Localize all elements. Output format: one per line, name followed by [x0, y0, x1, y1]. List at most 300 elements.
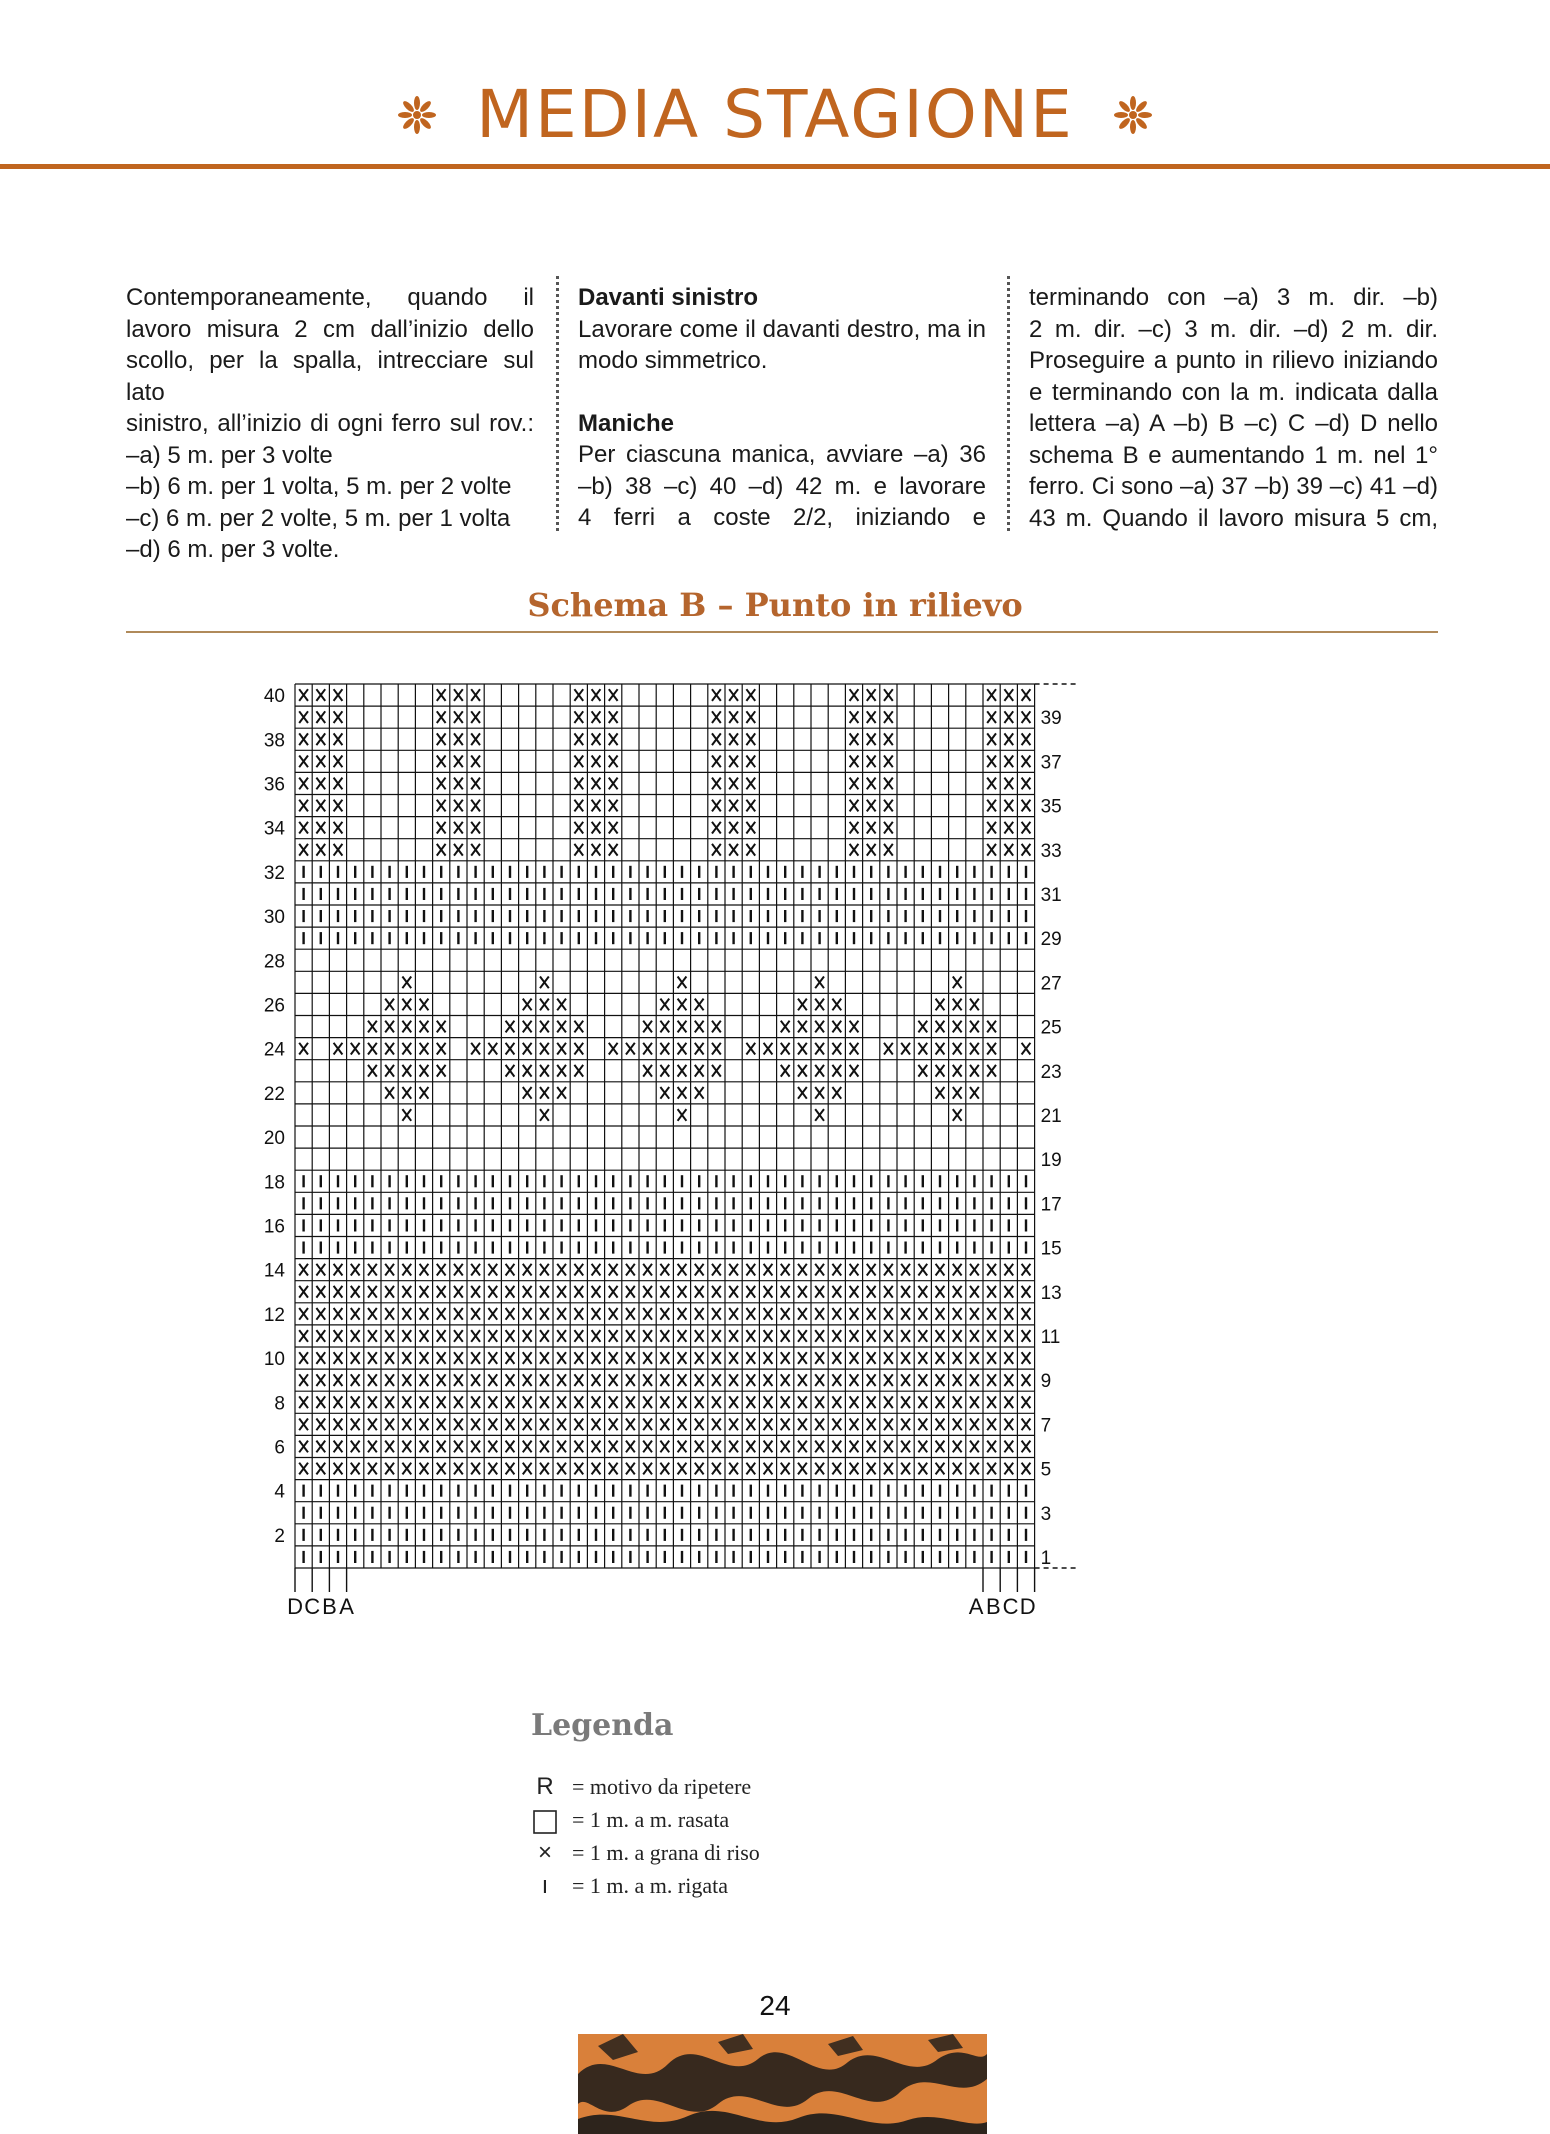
chart-row-label: 29	[1040, 929, 1062, 951]
chart-cell-cross	[471, 778, 480, 790]
chart-cell-cross	[385, 1264, 394, 1276]
chart-cell-cross	[1004, 778, 1013, 790]
chart-cell-cross	[488, 1463, 497, 1475]
chart-cell-cross	[660, 1441, 669, 1453]
chart-cell-cross	[850, 1043, 859, 1055]
chart-cell-cross	[523, 1419, 532, 1431]
chart-cell-cross	[781, 1463, 790, 1475]
chart-cell-cross	[540, 999, 549, 1011]
chart-cell-cross	[523, 1043, 532, 1055]
chart-cell-cross	[764, 1441, 773, 1453]
chart-cell-cross	[918, 1441, 927, 1453]
chart-cell-cross	[918, 1463, 927, 1475]
chart-cell-cross	[746, 800, 755, 812]
chart-cell-cross	[454, 756, 463, 768]
chart-cell-cross	[712, 1021, 721, 1033]
paragraph-line: terminando con –a) 3 m. dir. –b)	[1029, 284, 1438, 311]
chart-cell-cross	[385, 1330, 394, 1342]
chart-cell-cross	[316, 822, 325, 834]
chart-cell-cross	[712, 689, 721, 701]
chart-cell-cross	[437, 1441, 446, 1453]
chart-cell-cross	[471, 733, 480, 745]
chart-cell-cross	[660, 999, 669, 1011]
chart-cell-cross	[574, 1330, 583, 1342]
text-column-2	[578, 282, 986, 534]
chart-row-label: 16	[263, 1216, 285, 1238]
chart-cell-cross	[953, 1043, 962, 1055]
chart-cell-cross	[557, 1308, 566, 1320]
chart-cell-cross	[334, 1330, 343, 1342]
chart-cell-cross	[678, 1065, 687, 1077]
chart-cell-cross	[1022, 1352, 1031, 1364]
chart-cell-cross	[523, 999, 532, 1011]
chart-cell-cross	[334, 1308, 343, 1320]
chart-cell-cross	[592, 756, 601, 768]
chart-cell-cross	[540, 1065, 549, 1077]
chart-cell-cross	[953, 1308, 962, 1320]
chart-cell-cross	[815, 977, 824, 989]
chart-cell-cross	[936, 1374, 945, 1386]
chart-row-label: 3	[1040, 1503, 1052, 1525]
chart-cell-cross	[316, 1419, 325, 1431]
chart-cell-cross	[540, 1374, 549, 1386]
chart-cell-cross	[850, 711, 859, 723]
chart-cell-cross	[540, 1352, 549, 1364]
chart-cell-cross	[712, 733, 721, 745]
paragraph-line: 4 ferri a coste 2/2, iniziando e	[578, 504, 986, 531]
chart-cell-cross	[609, 1264, 618, 1276]
chart-cell-cross	[953, 1087, 962, 1099]
chart-row-label: 6	[274, 1437, 285, 1459]
chart-cell-cross	[334, 1352, 343, 1364]
chart-row-label: 1	[1040, 1547, 1052, 1569]
chart-cell-cross	[351, 1043, 360, 1055]
chart-cell-cross	[471, 844, 480, 856]
chart-cell-cross	[316, 1463, 325, 1475]
chart-row-label: 14	[263, 1260, 285, 1282]
chart-row-label: 20	[263, 1128, 285, 1150]
chart-row-label: 35	[1040, 796, 1062, 818]
chart-cell-cross	[643, 1330, 652, 1342]
chart-cell-cross	[592, 1419, 601, 1431]
chart-cell-cross	[850, 1264, 859, 1276]
chart-cell-cross	[678, 1087, 687, 1099]
chart-cell-cross	[626, 1352, 635, 1364]
chart-cell-cross	[351, 1264, 360, 1276]
chart-row-label: 17	[1040, 1194, 1062, 1216]
chart-cell-cross	[626, 1264, 635, 1276]
chart-cell-cross	[695, 999, 704, 1011]
chart-cell-cross	[678, 999, 687, 1011]
chart-cell-cross	[953, 1286, 962, 1298]
chart-cell-cross	[454, 1286, 463, 1298]
chart-cell-cross	[471, 1043, 480, 1055]
chart-cell-cross	[867, 1419, 876, 1431]
chart-cell-cross	[402, 1308, 411, 1320]
chart-cell-cross	[867, 800, 876, 812]
chart-cell-cross	[402, 999, 411, 1011]
chart-cell-cross	[987, 1043, 996, 1055]
chart-cell-cross	[1004, 711, 1013, 723]
chart-cell-cross	[746, 1264, 755, 1276]
chart-cell-cross	[901, 1286, 910, 1298]
legend-text: = motivo da ripetere	[572, 1774, 752, 1799]
chart-cell-cross	[729, 1419, 738, 1431]
chart-cell-cross	[798, 1441, 807, 1453]
chart-cell-cross	[867, 1396, 876, 1408]
column-separator	[1007, 276, 1010, 531]
chart-cell-cross	[781, 1065, 790, 1077]
chart-cell-cross	[970, 1021, 979, 1033]
chart-cell-cross	[987, 1352, 996, 1364]
chart-cell-cross	[1004, 1441, 1013, 1453]
chart-cell-cross	[832, 1352, 841, 1364]
chart-cell-cross	[557, 1087, 566, 1099]
chart-cell-cross	[454, 778, 463, 790]
chart-cell-cross	[437, 756, 446, 768]
chart-cell-cross	[660, 1463, 669, 1475]
chart-cell-cross	[437, 1308, 446, 1320]
paragraph-line: lettera –a) A –b) B –c) C –d) D nello	[1029, 410, 1438, 437]
chart-cell-cross	[574, 1441, 583, 1453]
chart-cell-cross	[574, 800, 583, 812]
chart-cell-cross	[402, 1264, 411, 1276]
chart-cell-cross	[592, 1352, 601, 1364]
chart-cell-cross	[746, 1463, 755, 1475]
chart-cell-cross	[798, 1308, 807, 1320]
chart-cell-cross	[746, 822, 755, 834]
chart-cell-cross	[798, 1286, 807, 1298]
chart-cell-cross	[334, 1374, 343, 1386]
section-heading-davanti-sinistro: Davanti sinistro	[578, 284, 759, 311]
chart-cell-cross	[488, 1308, 497, 1320]
chart-cell-cross	[488, 1441, 497, 1453]
chart-cell-cross	[832, 1308, 841, 1320]
chart-cell-cross	[1004, 1330, 1013, 1342]
chart-cell-cross	[299, 822, 308, 834]
chart-cell-cross	[420, 1352, 429, 1364]
chart-cell-cross	[609, 711, 618, 723]
chart-cell-cross	[454, 689, 463, 701]
chart-cell-cross	[471, 756, 480, 768]
chart-cell-cross	[850, 1308, 859, 1320]
paragraph-line: e terminando con la m. indicata dalla	[1029, 378, 1438, 406]
chart-cell-cross	[850, 1463, 859, 1475]
chart-cell-cross	[299, 733, 308, 745]
chart-cell-cross	[420, 999, 429, 1011]
chart-row-label: 32	[263, 862, 285, 884]
chart-cell-cross	[609, 800, 618, 812]
chart-cell-cross	[1004, 844, 1013, 856]
chart-row-label: 23	[1040, 1061, 1062, 1083]
chart-cell-cross	[334, 689, 343, 701]
chart-cell-cross	[368, 1065, 377, 1077]
chart-cell-cross	[540, 1264, 549, 1276]
chart-cell-cross	[540, 1330, 549, 1342]
chart-cell-cross	[712, 778, 721, 790]
chart-row-label: 8	[274, 1393, 285, 1415]
chart-cell-cross	[437, 1043, 446, 1055]
chart-cell-cross	[712, 844, 721, 856]
chart-cell-cross	[523, 1308, 532, 1320]
chart-cell-cross	[316, 1352, 325, 1364]
chart-cell-cross	[316, 1264, 325, 1276]
chart-cell-cross	[884, 844, 893, 856]
chart-cell-cross	[953, 1419, 962, 1431]
chart-cell-cross	[901, 1043, 910, 1055]
chart-cell-cross	[626, 1419, 635, 1431]
chart-cell-cross	[437, 1264, 446, 1276]
chart-cell-cross	[420, 1374, 429, 1386]
chart-cell-cross	[987, 844, 996, 856]
chart-cell-cross	[402, 1109, 411, 1121]
chart-cell-cross	[488, 1043, 497, 1055]
chart-cell-cross	[574, 1374, 583, 1386]
chart-cell-cross	[832, 1021, 841, 1033]
chart-cell-cross	[798, 1021, 807, 1033]
chart-cell-cross	[385, 1021, 394, 1033]
chart-cell-cross	[970, 1087, 979, 1099]
chart-cell-cross	[936, 1087, 945, 1099]
chart-cell-cross	[660, 1065, 669, 1077]
chart-cell-cross	[712, 1396, 721, 1408]
section-heading-maniche: Maniche	[578, 409, 675, 437]
chart-cell-cross	[695, 1021, 704, 1033]
chart-cell-cross	[953, 1374, 962, 1386]
chart-cell-cross	[884, 1286, 893, 1298]
chart-cell-cross	[488, 1330, 497, 1342]
chart-cell-cross	[437, 778, 446, 790]
chart-cell-cross	[678, 1374, 687, 1386]
chart-cell-cross	[609, 1463, 618, 1475]
chart-cell-cross	[695, 1463, 704, 1475]
chart-cell-cross	[592, 711, 601, 723]
chart-cell-cross	[884, 1308, 893, 1320]
chart-cell-cross	[729, 1286, 738, 1298]
chart-cell-cross	[643, 1374, 652, 1386]
legend-title: Legenda	[531, 1708, 674, 1743]
flower-ornament-icon	[1113, 95, 1153, 135]
chart-cell-cross	[385, 1463, 394, 1475]
chart-cell-cross	[420, 1396, 429, 1408]
chart-cell-cross	[557, 1463, 566, 1475]
chart-cell-cross	[643, 1286, 652, 1298]
chart-cell-cross	[798, 1065, 807, 1077]
chart-cell-cross	[557, 1021, 566, 1033]
chart-cell-cross	[316, 1396, 325, 1408]
chart-cell-cross	[918, 1419, 927, 1431]
chart-cell-cross	[850, 756, 859, 768]
chart-cell-cross	[299, 1463, 308, 1475]
chart-cell-cross	[781, 1043, 790, 1055]
chart-cell-cross	[832, 1396, 841, 1408]
chart-cell-cross	[815, 1109, 824, 1121]
chart-cell-cross	[523, 1352, 532, 1364]
chart-cell-cross	[1004, 800, 1013, 812]
chart-cell-cross	[471, 1330, 480, 1342]
legend-text: = 1 m. a m. rigata	[572, 1873, 728, 1898]
chart-cell-cross	[368, 1419, 377, 1431]
chart-cell-cross	[729, 778, 738, 790]
column-separator	[556, 276, 559, 531]
chart-cell-cross	[1004, 1264, 1013, 1276]
chart-cell-cross	[764, 1463, 773, 1475]
chart-cell-cross	[850, 800, 859, 812]
chart-cell-cross	[488, 1286, 497, 1298]
chart-cell-cross	[936, 1043, 945, 1055]
chart-cell-cross	[729, 1396, 738, 1408]
chart-cell-cross	[592, 689, 601, 701]
chart-cell-cross	[351, 1463, 360, 1475]
chart-cell-cross	[471, 800, 480, 812]
chart-cell-cross	[334, 1419, 343, 1431]
chart-cell-cross	[1004, 1463, 1013, 1475]
chart-cell-cross	[454, 1441, 463, 1453]
chart-cell-cross	[901, 1463, 910, 1475]
chart-cell-cross	[454, 1396, 463, 1408]
chart-row-label: 39	[1040, 708, 1062, 730]
chart-cell-cross	[970, 1330, 979, 1342]
chart-cell-cross	[420, 1308, 429, 1320]
chart-cell-cross	[334, 1441, 343, 1453]
chart-cell-cross	[953, 1330, 962, 1342]
chart-cell-cross	[368, 1043, 377, 1055]
chart-cell-cross	[1022, 1441, 1031, 1453]
chart-cell-cross	[574, 1021, 583, 1033]
chart-cell-cross	[867, 1441, 876, 1453]
chart-cell-cross	[832, 1374, 841, 1386]
chart-cell-cross	[557, 1374, 566, 1386]
chart-cell-cross	[660, 1308, 669, 1320]
chart-cell-cross	[970, 1286, 979, 1298]
chart-cell-cross	[798, 999, 807, 1011]
chart-cell-cross	[488, 1264, 497, 1276]
chart-cell-cross	[746, 1419, 755, 1431]
chart-cell-cross	[1004, 1286, 1013, 1298]
page-title: MEDIA STAGIONE	[476, 75, 1074, 153]
chart-cell-cross	[402, 1419, 411, 1431]
chart-cell-cross	[918, 1374, 927, 1386]
chart-row-label: 19	[1040, 1150, 1062, 1172]
knitting-chart	[200, 676, 1350, 1656]
chart-cell-cross	[815, 1286, 824, 1298]
chart-cell-cross	[936, 1463, 945, 1475]
chart-cell-cross	[1022, 822, 1031, 834]
chart-cell-cross	[729, 1463, 738, 1475]
chart-cell-cross	[746, 1441, 755, 1453]
chart-cell-cross	[385, 1087, 394, 1099]
chart-cell-cross	[557, 1264, 566, 1276]
chart-cell-cross	[729, 689, 738, 701]
chart-cell-cross	[592, 1463, 601, 1475]
chart-cell-cross	[987, 1419, 996, 1431]
chart-cell-cross	[609, 733, 618, 745]
chart-cell-cross	[850, 733, 859, 745]
chart-cell-cross	[850, 689, 859, 701]
chart-cell-cross	[488, 1419, 497, 1431]
chart-cell-cross	[660, 1286, 669, 1298]
chart-cell-cross	[660, 1396, 669, 1408]
chart-cell-cross	[936, 1330, 945, 1342]
chart-cell-cross	[1022, 1264, 1031, 1276]
chart-cell-cross	[316, 756, 325, 768]
chart-cell-cross	[574, 1308, 583, 1320]
chart-cell-cross	[334, 1043, 343, 1055]
chart-cell-cross	[437, 1065, 446, 1077]
chart-cell-cross	[832, 1330, 841, 1342]
chart-row-label: 13	[1040, 1282, 1062, 1304]
chart-cell-cross	[351, 1330, 360, 1342]
chart-cell-cross	[540, 1441, 549, 1453]
paragraph-line: modo simmetrico.	[578, 347, 768, 374]
chart-cell-cross	[592, 1264, 601, 1276]
chart-cell-cross	[592, 1330, 601, 1342]
chart-cell-cross	[506, 1043, 515, 1055]
chart-cell-cross	[867, 1330, 876, 1342]
chart-cell-cross	[643, 1264, 652, 1276]
chart-cell-cross	[764, 1352, 773, 1364]
chart-cell-cross	[746, 1286, 755, 1298]
chart-cell-cross	[867, 733, 876, 745]
chart-cell-cross	[850, 1352, 859, 1364]
chart-cell-cross	[815, 1419, 824, 1431]
chart-cell-cross	[316, 711, 325, 723]
chart-row-label: 4	[274, 1481, 285, 1503]
chart-cell-cross	[299, 711, 308, 723]
chart-cell-cross	[334, 756, 343, 768]
chart-cell-cross	[970, 1463, 979, 1475]
chart-cell-cross	[471, 1463, 480, 1475]
paragraph-line: –b) 38 –c) 40 –d) 42 m. e lavorare	[578, 472, 986, 500]
chart-cell-cross	[488, 1352, 497, 1364]
chart-cell-cross	[867, 844, 876, 856]
chart-row-label: 33	[1040, 840, 1062, 862]
chart-cell-cross	[454, 822, 463, 834]
chart-row-label: 24	[263, 1039, 285, 1061]
chart-cell-cross	[678, 1419, 687, 1431]
chart-cell-cross	[884, 733, 893, 745]
chart-cell-cross	[420, 1021, 429, 1033]
chart-cell-cross	[712, 1352, 721, 1364]
legend-text: = 1 m. a m. rasata	[572, 1807, 730, 1832]
paragraph-line: –a) 5 m. per 3 volte	[126, 441, 333, 469]
chart-row-label: 21	[1040, 1105, 1062, 1127]
chart-cell-cross	[936, 1308, 945, 1320]
chart-cell-cross	[884, 1330, 893, 1342]
chart-cell-cross	[781, 1308, 790, 1320]
chart-cell-cross	[695, 1441, 704, 1453]
chart-cell-cross	[609, 1419, 618, 1431]
header-title	[0, 75, 1550, 153]
chart-cell-cross	[420, 1441, 429, 1453]
chart-cell-cross	[437, 800, 446, 812]
chart-cell-cross	[316, 1374, 325, 1386]
chart-cell-cross	[385, 999, 394, 1011]
chart-cell-cross	[953, 1396, 962, 1408]
chart-cell-cross	[316, 800, 325, 812]
chart-cell-cross	[437, 1463, 446, 1475]
chart-cell-cross	[850, 1330, 859, 1342]
chart-cell-cross	[729, 844, 738, 856]
chart-cell-cross	[798, 1043, 807, 1055]
chart-cell-cross	[1004, 1396, 1013, 1408]
chart-cell-cross	[850, 778, 859, 790]
chart-bottom-label: C	[1002, 1594, 1019, 1619]
chart-cell-cross	[884, 1374, 893, 1386]
chart-cell-cross	[523, 1087, 532, 1099]
chart-cell-cross	[936, 1286, 945, 1298]
chart-cell-cross	[1022, 711, 1031, 723]
